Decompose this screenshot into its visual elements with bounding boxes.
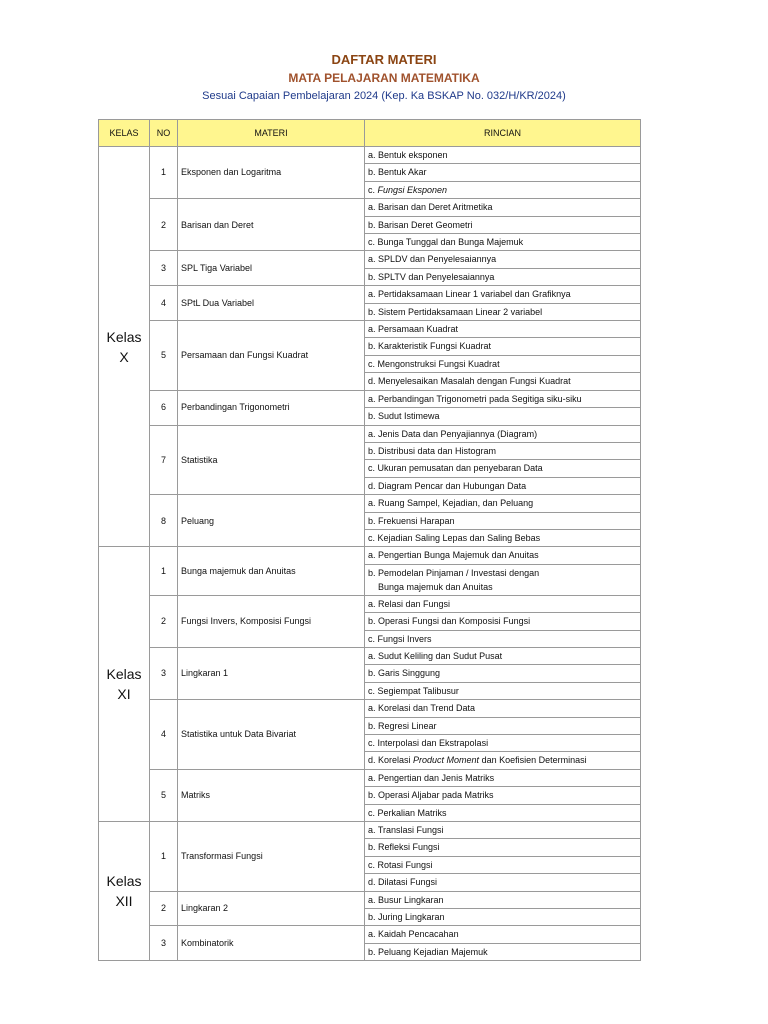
materi-cell: Eksponen dan Logaritma bbox=[178, 147, 365, 199]
rincian-cell: b. Frekuensi Harapan bbox=[365, 512, 641, 529]
rincian-cell: c. Mengonstruksi Fungsi Kuadrat bbox=[365, 355, 641, 372]
materi-table bbox=[98, 119, 641, 961]
italic-term: Fungsi Eksponen bbox=[377, 184, 448, 195]
rincian-cell: c. Perkalian Matriks bbox=[365, 804, 641, 821]
document-title: DAFTAR MATERI bbox=[331, 52, 437, 67]
table-header-row bbox=[99, 120, 641, 147]
kelas-cell bbox=[99, 822, 150, 961]
no-cell: 2 bbox=[150, 199, 178, 251]
document-note: Sesuai Capaian Pembelajaran 2024 (Kep. Ka BSKAP No. 032/H/KR/2024) bbox=[202, 90, 566, 102]
materi-cell: Bunga majemuk dan Anuitas bbox=[178, 547, 365, 595]
rincian-cell: c. Fungsi Invers bbox=[365, 630, 641, 647]
no-cell: 4 bbox=[150, 700, 178, 770]
materi-cell: Statistika bbox=[178, 425, 365, 495]
document-subtitle: MATA PELAJARAN MATEMATIKA bbox=[288, 71, 480, 85]
materi-cell: Kombinatorik bbox=[178, 926, 365, 961]
materi-cell: SPtL Dua Variabel bbox=[178, 286, 365, 321]
kelas-label: Kelas bbox=[106, 873, 142, 890]
table-row bbox=[99, 926, 641, 943]
rincian-cell: c. Rotasi Fungsi bbox=[365, 856, 641, 873]
table-row bbox=[99, 425, 641, 442]
rincian-cell: a. Pertidaksamaan Linear 1 variabel dan Grafiknya bbox=[365, 286, 641, 303]
table-row bbox=[99, 251, 641, 268]
kelas-label: XII bbox=[115, 893, 133, 910]
no-cell: 5 bbox=[150, 321, 178, 391]
materi-cell: Matriks bbox=[178, 769, 365, 821]
rincian-cell: a. Sudut Keliling dan Sudut Pusat bbox=[365, 647, 641, 664]
rincian-cell: a. Translasi Fungsi bbox=[365, 822, 641, 839]
rincian-cell: b. Sudut Istimewa bbox=[365, 408, 641, 425]
rincian-cell: a. Pengertian dan Jenis Matriks bbox=[365, 769, 641, 786]
rincian-cell: b. Operasi Aljabar pada Matriks bbox=[365, 787, 641, 804]
no-cell: 7 bbox=[150, 425, 178, 495]
rincian-cell: b. Pemodelan Pinjaman / Investasi dengan Bunga majemuk dan Anuitas bbox=[365, 564, 641, 595]
table-row bbox=[99, 199, 641, 216]
rincian-cell: b. Juring Lingkaran bbox=[365, 909, 641, 926]
rincian-cell: a. Jenis Data dan Penyajiannya (Diagram) bbox=[365, 425, 641, 442]
kelas-cell bbox=[99, 147, 150, 547]
rincian-cell: a. Bentuk eksponen bbox=[365, 147, 641, 164]
rincian-cell: a. Relasi dan Fungsi bbox=[365, 595, 641, 612]
rincian-cell: d. Diagram Pencar dan Hubungan Data bbox=[365, 477, 641, 494]
rincian-cell: c. Interpolasi dan Ekstrapolasi bbox=[365, 735, 641, 752]
materi-cell: Perbandingan Trigonometri bbox=[178, 390, 365, 425]
no-cell: 8 bbox=[150, 495, 178, 547]
kelas-cell bbox=[99, 547, 150, 822]
table-row bbox=[99, 147, 641, 164]
materi-cell: Lingkaran 1 bbox=[178, 647, 365, 699]
no-cell: 5 bbox=[150, 769, 178, 821]
no-cell: 1 bbox=[150, 822, 178, 892]
table-body bbox=[99, 147, 641, 961]
no-cell: 4 bbox=[150, 286, 178, 321]
rincian-cell: b. Regresi Linear bbox=[365, 717, 641, 734]
column-header-rincian: RINCIAN bbox=[365, 120, 641, 147]
rincian-cell: a. Pengertian Bunga Majemuk dan Anuitas bbox=[365, 547, 641, 564]
column-header-kelas: KELAS bbox=[99, 120, 150, 147]
rincian-cell: b. Karakteristik Fungsi Kuadrat bbox=[365, 338, 641, 355]
materi-cell: Peluang bbox=[178, 495, 365, 547]
rincian-cell: a. Barisan dan Deret Aritmetika bbox=[365, 199, 641, 216]
materi-cell: Barisan dan Deret bbox=[178, 199, 365, 251]
table-row bbox=[99, 595, 641, 612]
rincian-cell: a. Persamaan Kuadrat bbox=[365, 321, 641, 338]
rincian-cell: a. Busur Lingkaran bbox=[365, 891, 641, 908]
rincian-cell: b. Sistem Pertidaksamaan Linear 2 variabel bbox=[365, 303, 641, 320]
materi-cell: Lingkaran 2 bbox=[178, 891, 365, 926]
column-header-no: NO bbox=[150, 120, 178, 147]
kelas-label: Kelas X bbox=[106, 328, 142, 365]
materi-cell: Transformasi Fungsi bbox=[178, 822, 365, 892]
no-cell: 3 bbox=[150, 647, 178, 699]
no-cell: 1 bbox=[150, 147, 178, 199]
materi-cell: Persamaan dan Fungsi Kuadrat bbox=[178, 321, 365, 391]
rincian-cell: d. Menyelesaikan Masalah dengan Fungsi Kuadrat bbox=[365, 373, 641, 390]
rincian-cell: b. SPLTV dan Penyelesaiannya bbox=[365, 268, 641, 285]
rincian-cell: a. SPLDV dan Penyelesaiannya bbox=[365, 251, 641, 268]
table-row bbox=[99, 321, 641, 338]
rincian-continuation: Bunga majemuk dan Anuitas bbox=[378, 581, 493, 592]
table-row bbox=[99, 547, 641, 564]
table-row bbox=[99, 390, 641, 407]
rincian-cell: d. Korelasi Product Moment dan Koefisien Determinasi bbox=[365, 752, 641, 769]
italic-term: Product Moment bbox=[413, 755, 480, 766]
rincian-cell: b. Peluang Kejadian Majemuk bbox=[365, 943, 641, 960]
rincian-cell: b. Distribusi data dan Histogram bbox=[365, 442, 641, 459]
materi-cell: Statistika untuk Data Bivariat bbox=[178, 700, 365, 770]
rincian-cell: b. Operasi Fungsi dan Komposisi Fungsi bbox=[365, 613, 641, 630]
table-row bbox=[99, 286, 641, 303]
kelas-label: XI bbox=[117, 686, 131, 703]
rincian-cell: c. Ukuran pemusatan dan penyebaran Data bbox=[365, 460, 641, 477]
no-cell: 3 bbox=[150, 251, 178, 286]
rincian-cell: a. Kaidah Pencacahan bbox=[365, 926, 641, 943]
rincian-cell: a. Perbandingan Trigonometri pada Segitiga siku-siku bbox=[365, 390, 641, 407]
table-row bbox=[99, 700, 641, 717]
rincian-cell: a. Korelasi dan Trend Data bbox=[365, 700, 641, 717]
table-row bbox=[99, 647, 641, 664]
kelas-label: Kelas bbox=[106, 666, 142, 683]
table-row bbox=[99, 891, 641, 908]
rincian-cell: b. Bentuk Akar bbox=[365, 164, 641, 181]
no-cell: 6 bbox=[150, 390, 178, 425]
rincian-cell: c. Segiempat Talibusur bbox=[365, 682, 641, 699]
materi-cell: Fungsi Invers, Komposisi Fungsi bbox=[178, 595, 365, 647]
table-row bbox=[99, 495, 641, 512]
table-row bbox=[99, 822, 641, 839]
rincian-cell: c. Kejadian Saling Lepas dan Saling Bebas bbox=[365, 529, 641, 546]
materi-cell: SPL Tiga Variabel bbox=[178, 251, 365, 286]
rincian-cell: b. Refleksi Fungsi bbox=[365, 839, 641, 856]
rincian-cell: c. Bunga Tunggal dan Bunga Majemuk bbox=[365, 234, 641, 251]
no-cell: 3 bbox=[150, 926, 178, 961]
no-cell: 2 bbox=[150, 891, 178, 926]
rincian-cell: d. Dilatasi Fungsi bbox=[365, 874, 641, 891]
table-row bbox=[99, 769, 641, 786]
column-header-materi: MATERI bbox=[178, 120, 365, 147]
rincian-cell: c. Fungsi Eksponen bbox=[365, 181, 641, 198]
rincian-cell: b. Garis Singgung bbox=[365, 665, 641, 682]
rincian-cell: b. Barisan Deret Geometri bbox=[365, 216, 641, 233]
no-cell: 1 bbox=[150, 547, 178, 595]
rincian-cell: a. Ruang Sampel, Kejadian, dan Peluang bbox=[365, 495, 641, 512]
no-cell: 2 bbox=[150, 595, 178, 647]
